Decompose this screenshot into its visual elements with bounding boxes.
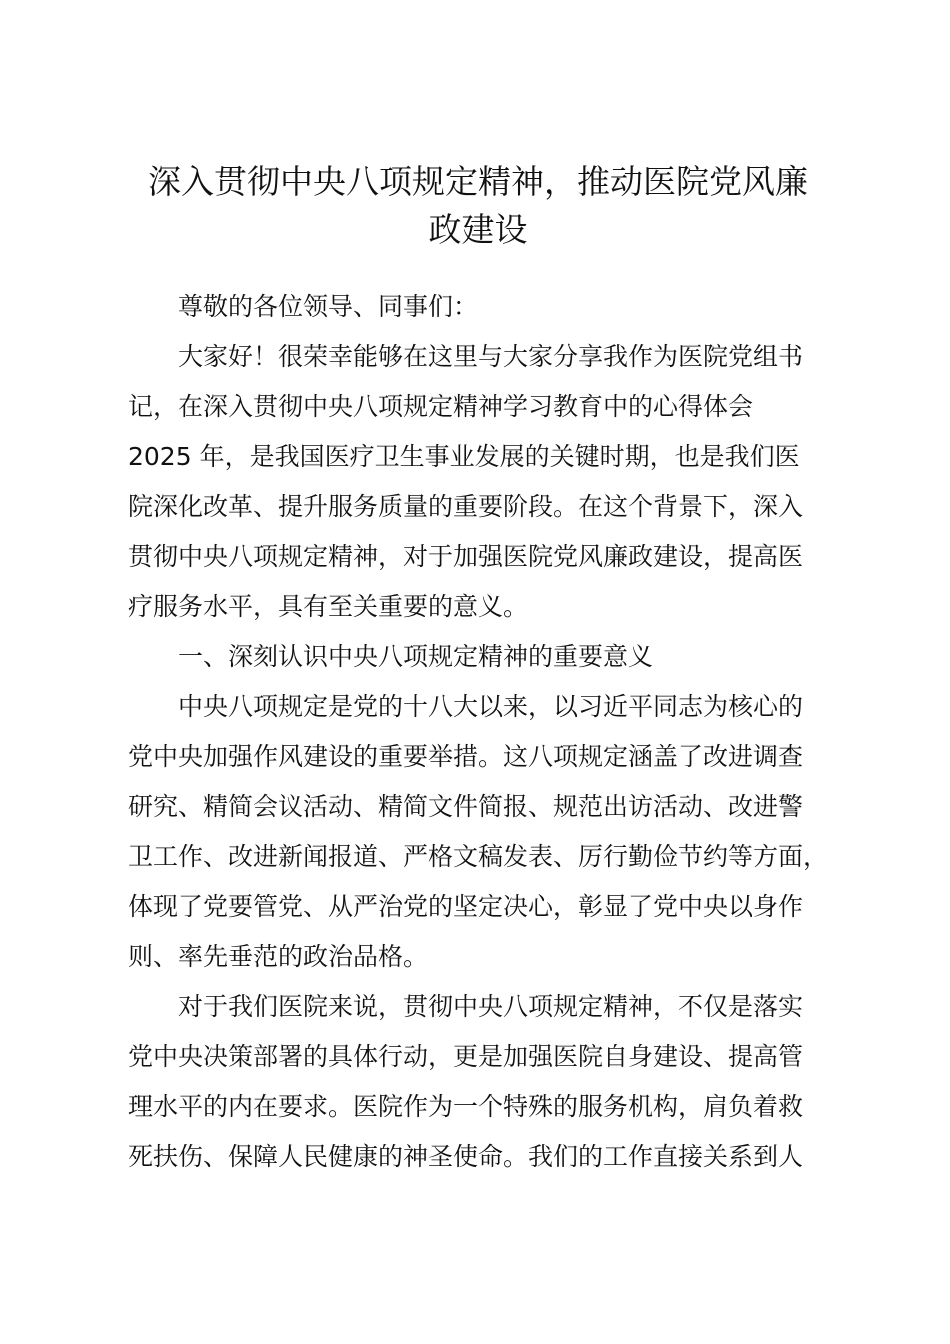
paragraph-line: 院深化改革、提升服务质量的重要阶段。在这个背景下，深入 (128, 492, 804, 521)
paragraph-line: 大家好！很荣幸能够在这里与大家分享我作为医院党组书 (178, 342, 804, 371)
title-line-1: 深入贯彻中央八项规定精神，推动医院党风廉 (148, 162, 808, 201)
paragraph-line: 则、率先垂范的政治品格。 (128, 942, 429, 971)
paragraph-line: 2025 年，是我国医疗卫生事业发展的关键时期，也是我们医 (128, 442, 800, 471)
paragraph-line: 死扶伤、保障人民健康的神圣使命。我们的工作直接关系到人 (128, 1142, 804, 1171)
paragraph-line: 研究、精简会议活动、精简文件简报、规范出访活动、改进警 (128, 792, 804, 821)
paragraph-line: 党中央加强作风建设的重要举措。这八项规定涵盖了改进调查 (128, 742, 804, 771)
paragraph-line: 理水平的内在要求。医院作为一个特殊的服务机构，肩负着救 (128, 1092, 804, 1121)
document-title (128, 158, 828, 254)
paragraph-line: 党中央决策部署的具体行动，更是加强医院自身建设、提高管 (128, 1042, 804, 1071)
paragraph-line: 疗服务水平，具有至关重要的意义。 (128, 592, 529, 621)
title-line-2: 政建设 (428, 210, 528, 249)
section-heading: 一、深刻认识中央八项规定精神的重要意义 (178, 642, 654, 671)
document-body (128, 282, 832, 1182)
paragraph-line: 中央八项规定是党的十八大以来，以习近平同志为核心的 (178, 692, 804, 721)
paragraph-line: 对于我们医院来说，贯彻中央八项规定精神，不仅是落实 (178, 992, 804, 1021)
paragraph-line: 卫工作、改进新闻报道、严格文稿发表、厉行勤俭节约等方面， (128, 842, 829, 871)
paragraph-line: 贯彻中央八项规定精神，对于加强医院党风廉政建设，提高医 (128, 542, 804, 571)
paragraph-line: 体现了党要管党、从严治党的坚定决心，彰显了党中央以身作 (128, 892, 804, 921)
paragraph-line: 记，在深入贯彻中央八项规定精神学习教育中的心得体会 (128, 392, 754, 421)
salutation: 尊敬的各位领导、同事们： (178, 292, 479, 321)
